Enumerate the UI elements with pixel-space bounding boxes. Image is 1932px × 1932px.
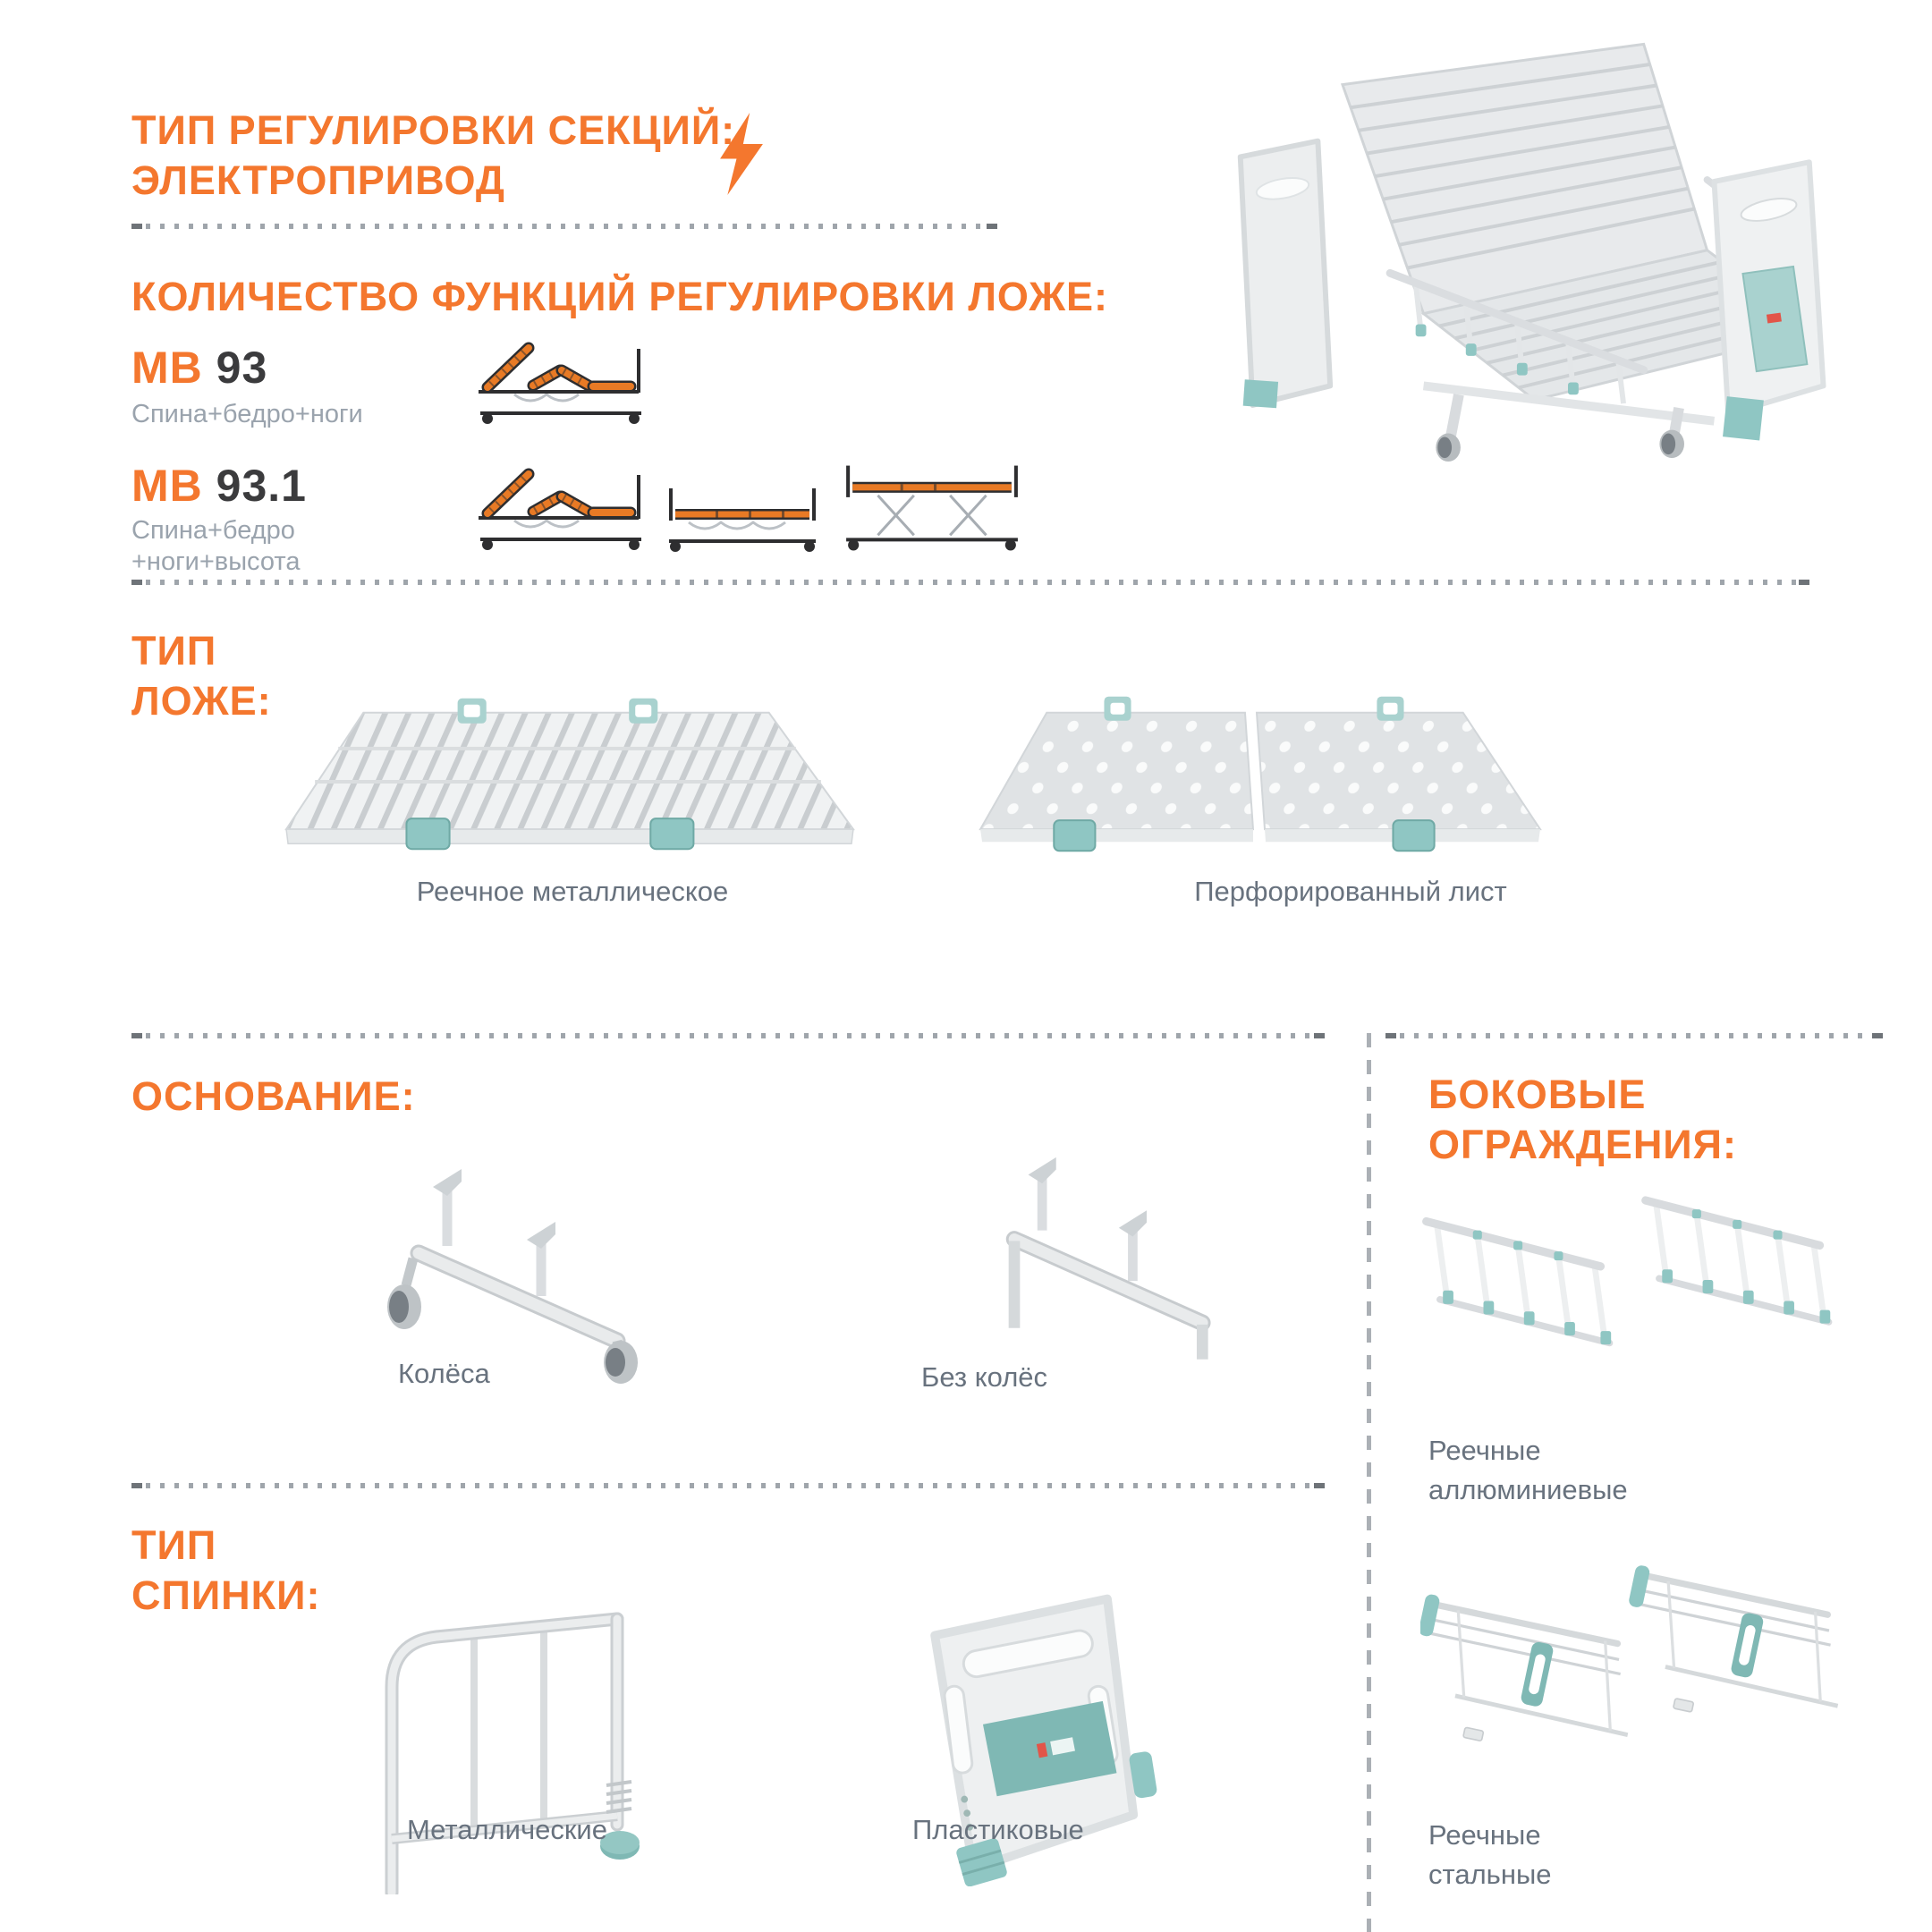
model-number: 93 [216,343,268,393]
model-desc-mb93: Спина+бедро+ноги [131,400,363,428]
dotted-separator [1385,1033,1883,1038]
hospital-bed-illustration [1182,7,1841,465]
siderails-option-label-line1: Реечные [1428,1435,1541,1466]
siderails-option-label [1428,1431,1628,1510]
dashed-vertical-separator [1367,1033,1371,1932]
base-option-label: Колёса [398,1358,490,1389]
page-title-line1: ТИП РЕГУЛИРОВКИ СЕКЦИЙ: [131,107,736,153]
steel-slat-rails [1420,1558,1841,1775]
siderails-option-label-line2: стальные [1428,1859,1552,1890]
platform-heading [131,626,272,726]
dotted-separator [131,1033,1325,1038]
model-number: 93.1 [216,461,307,511]
backrest-option-label: Металлические [407,1814,607,1845]
backrest-heading-line2: СПИНКИ: [131,1572,321,1618]
base-with-wheels [358,1145,698,1388]
model-name-mb93 [131,342,267,394]
model-prefix: МВ [131,343,203,393]
platform-heading-line2: ЛОЖЕ: [131,678,272,724]
model-desc-mb931 [131,515,300,578]
backrest-option-label: Пластиковые [912,1814,1084,1845]
base-option-label: Без колёс [921,1361,1048,1393]
aluminum-slat-rails [1420,1190,1841,1370]
slatted-metal-platform [274,694,866,866]
dotted-separator [131,1483,1325,1488]
flat-high-bed-diagram [837,458,1027,555]
perforated-sheet-platform [971,694,1546,866]
platform-option-label: Перфорированный лист [1194,876,1507,907]
model-prefix: МВ [131,461,203,511]
dotted-separator [131,580,1809,585]
backrest-heading-line1: ТИП [131,1522,217,1568]
siderails-option-label-line1: Реечные [1428,1819,1541,1851]
articulated-bed-diagram [471,458,650,555]
dotted-separator [131,224,997,229]
page-title-line2: ЭЛЕКТРОПРИВОД [131,157,505,203]
siderails-option-label [1428,1816,1551,1894]
flat-low-bed-diagram [662,462,823,555]
siderails-heading-line1: БОКОВЫЕ [1428,1072,1647,1117]
base-heading: ОСНОВАНИЕ: [131,1073,416,1119]
articulated-bed-diagram [471,331,650,429]
lightning-icon [716,113,767,195]
model-desc-line1: Спина+бедро [131,516,295,545]
functions-heading: КОЛИЧЕСТВО ФУНКЦИЙ РЕГУЛИРОВКИ ЛОЖЕ: [131,274,1108,319]
model-name-mb931 [131,460,307,512]
platform-option-label: Реечное металлическое [416,876,729,907]
platform-heading-line1: ТИП [131,628,217,674]
page-title [131,106,735,206]
siderails-heading [1428,1070,1737,1170]
base-without-wheels [948,1143,1279,1361]
model-desc-line2: +ноги+высота [131,547,301,576]
siderails-heading-line2: ОГРАЖДЕНИЯ: [1428,1122,1737,1167]
backrest-heading [131,1521,320,1621]
siderails-option-label-line2: аллюминиевые [1428,1474,1628,1505]
